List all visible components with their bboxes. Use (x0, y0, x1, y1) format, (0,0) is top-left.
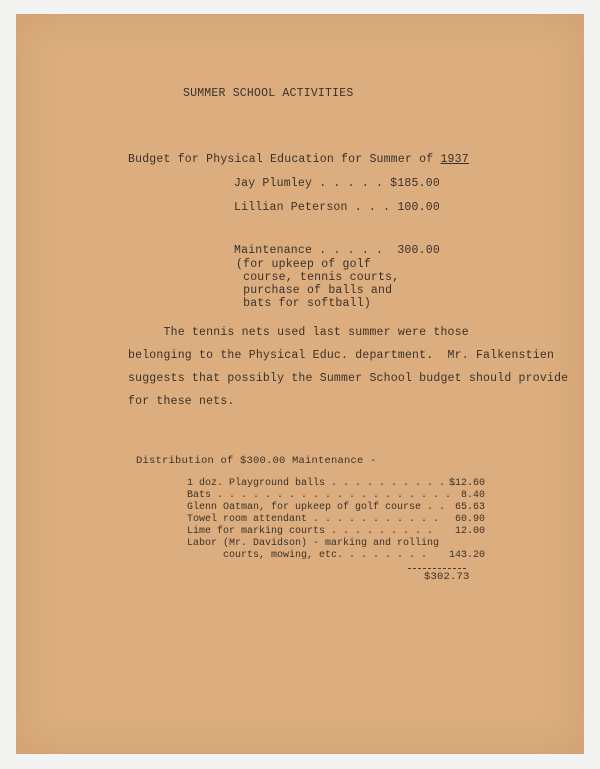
item-amount: 8.40 (460, 490, 485, 501)
distribution-heading: Distribution of $300.00 Maintenance - (136, 455, 377, 467)
distribution-row (187, 514, 485, 526)
item-amount: 12.00 (454, 526, 485, 537)
budget-heading-text: Budget for Physical Education for Summer of (128, 153, 441, 166)
item-amount: 65.63 (454, 502, 485, 513)
item-label: courts, mowing, etc. . . . . . . . (187, 550, 428, 561)
item-label: 1 doz. Playground balls . . . . . . . . . . . (187, 478, 458, 489)
distribution-row (187, 526, 485, 538)
budget-heading (128, 153, 469, 167)
distribution-total: $302.73 (424, 571, 470, 583)
distribution-row (187, 502, 485, 514)
distribution-row (187, 478, 485, 490)
item-label: Lime for marking courts . . . . . . . . . (187, 526, 434, 537)
document-title: SUMMER SCHOOL ACTIVITIES (183, 87, 354, 100)
document-page (16, 14, 584, 754)
item-label: Bats . . . . . . . . . . . . . . . . . . . . (187, 490, 452, 501)
distribution-list (187, 478, 485, 562)
staff-line-peterson: Lillian Peterson . . . 100.00 (234, 201, 440, 214)
distribution-row (187, 538, 485, 550)
distribution-row (187, 490, 485, 502)
item-amount: 143.20 (448, 550, 485, 561)
item-amount: 60.90 (454, 514, 485, 525)
maintenance-note: (for upkeep of golf course, tennis courts, purchase of balls and bats for softball) (236, 258, 400, 310)
budget-year: 1937 (440, 153, 469, 166)
item-label: Towel room attendant . . . . . . . . . . . (187, 514, 440, 525)
distribution-row (187, 550, 485, 562)
tennis-nets-paragraph: The tennis nets used last summer were those belonging to the Physical Educ. department. Mr. Falkenstien suggests that possibly the Summer School budget should provide for these nets. (128, 326, 569, 408)
item-label: Glenn Oatman, for upkeep of golf course . . (187, 502, 446, 513)
total-rule (408, 568, 466, 569)
item-label: Labor (Mr. Davidson) - marking and rolling (187, 538, 440, 549)
staff-line-plumley: Jay Plumley . . . . . $185.00 (234, 177, 440, 190)
maintenance-line: Maintenance . . . . . 300.00 (234, 244, 440, 257)
item-amount: $12.60 (448, 478, 485, 489)
